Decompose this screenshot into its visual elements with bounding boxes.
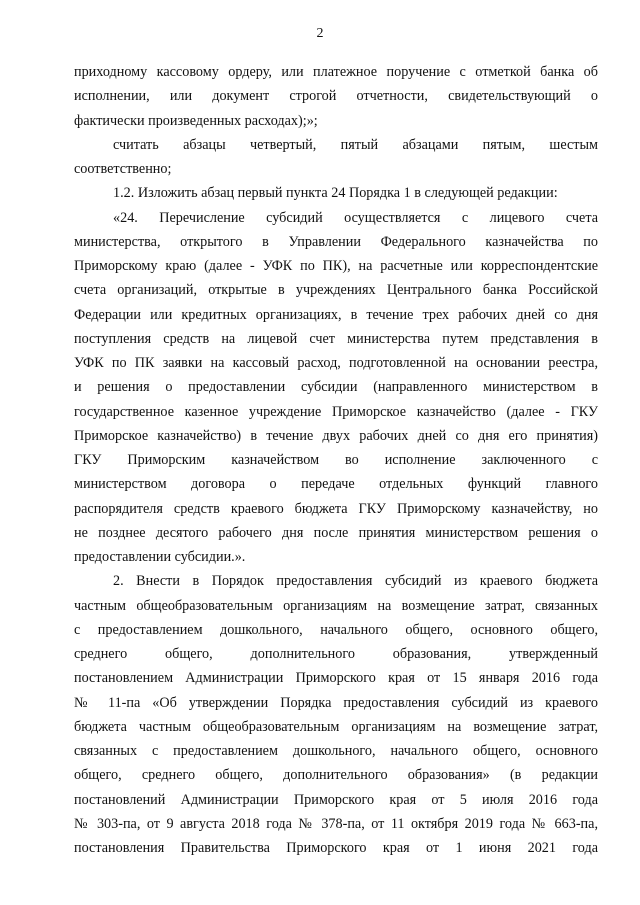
- text-line: приходному кассовому ордеру, или платежное поручение с отметкой банка об: [74, 64, 598, 80]
- text-line: общего, среднего общего, дополнительного образования» (в редакции: [74, 767, 598, 784]
- page-number: 2: [316, 26, 324, 41]
- text-line: ГКУ Приморским казначейством во исполнение заключенного с: [74, 452, 598, 468]
- text-line: Приморское казначейство) в течение двух рабочих дней со дня его принятия): [74, 427, 598, 444]
- text-line: соответственно;: [74, 161, 172, 177]
- text-line: не позднее десятого рабочего дня после принятия министерством решения о: [74, 524, 598, 541]
- text-line: Федерации или кредитных организациях, в течение трех рабочих дней со дня: [74, 306, 598, 323]
- text-line: с предоставлением дошкольного, начального общего, основного общего,: [74, 621, 598, 638]
- text-line: УФК по ПК заявки на кассовый расход, подготовленной на основании реестра,: [74, 355, 598, 371]
- text-line: «24. Перечисление субсидий осуществляется с лицевого счета: [113, 209, 598, 226]
- text-line: частным общеобразовательным организациям на возмещение затрат, связанных: [74, 597, 598, 614]
- text-line: государственное казенное учреждение Приморское казначейство (далее - ГКУ: [74, 403, 598, 420]
- text-line: № 11-па «Об утверждении Порядка предоставления субсидий из краевого: [74, 694, 598, 711]
- text-line: министерства, открытого в Управлении Федерального казначейства по: [74, 233, 598, 250]
- text-line: предоставлении субсидии.».: [74, 549, 246, 565]
- text-line: 2. Внести в Порядок предоставления субсидий из краевого бюджета: [113, 573, 598, 590]
- text-line: постановления Правительства Приморского края от 1 июня 2021 года: [74, 840, 598, 856]
- text-line: считать абзацы четвертый, пятый абзацами пятым, шестым: [113, 136, 598, 153]
- text-line: постановлением Администрации Приморского края от 15 января 2016 года: [74, 670, 598, 687]
- text-line: министерством договора о передаче отдельных функций главного: [74, 476, 598, 493]
- text-line: № 303-па, от 9 августа 2018 года № 378-па, от 11 октября 2019 года № 663-па,: [74, 815, 598, 832]
- text-line: бюджета частным общеобразовательным организациям на возмещение затрат,: [74, 718, 598, 735]
- text-line: исполнении, или документ строгой отчетности, свидетельствующий о: [74, 88, 598, 105]
- text-line: связанных с предоставлением дошкольного, начального общего, основного: [74, 743, 598, 759]
- text-line: и решения о предоставлении субсидии (направленного министерством в: [74, 379, 598, 396]
- text-line: 1.2. Изложить абзац первый пункта 24 Порядка 1 в следующей редакции:: [113, 185, 558, 202]
- text-line: постановлений Администрации Приморского края от 5 июля 2016 года: [74, 791, 598, 808]
- text-line: фактически произведенных расходах);»;: [74, 112, 318, 129]
- text-line: счета организаций, открытые в учреждениях Центрального банка Российской: [74, 282, 598, 299]
- text-line: среднего общего, дополнительного образования, утвержденный: [74, 646, 598, 662]
- text-line: Приморскому краю (далее - УФК по ПК), на расчетные или корреспондентские: [74, 258, 598, 274]
- text-line: распорядителя средств краевого бюджета ГКУ Приморскому казначейству, но: [74, 500, 598, 517]
- text-line: поступления средств на лицевой счет министерства путем представления в: [74, 330, 598, 347]
